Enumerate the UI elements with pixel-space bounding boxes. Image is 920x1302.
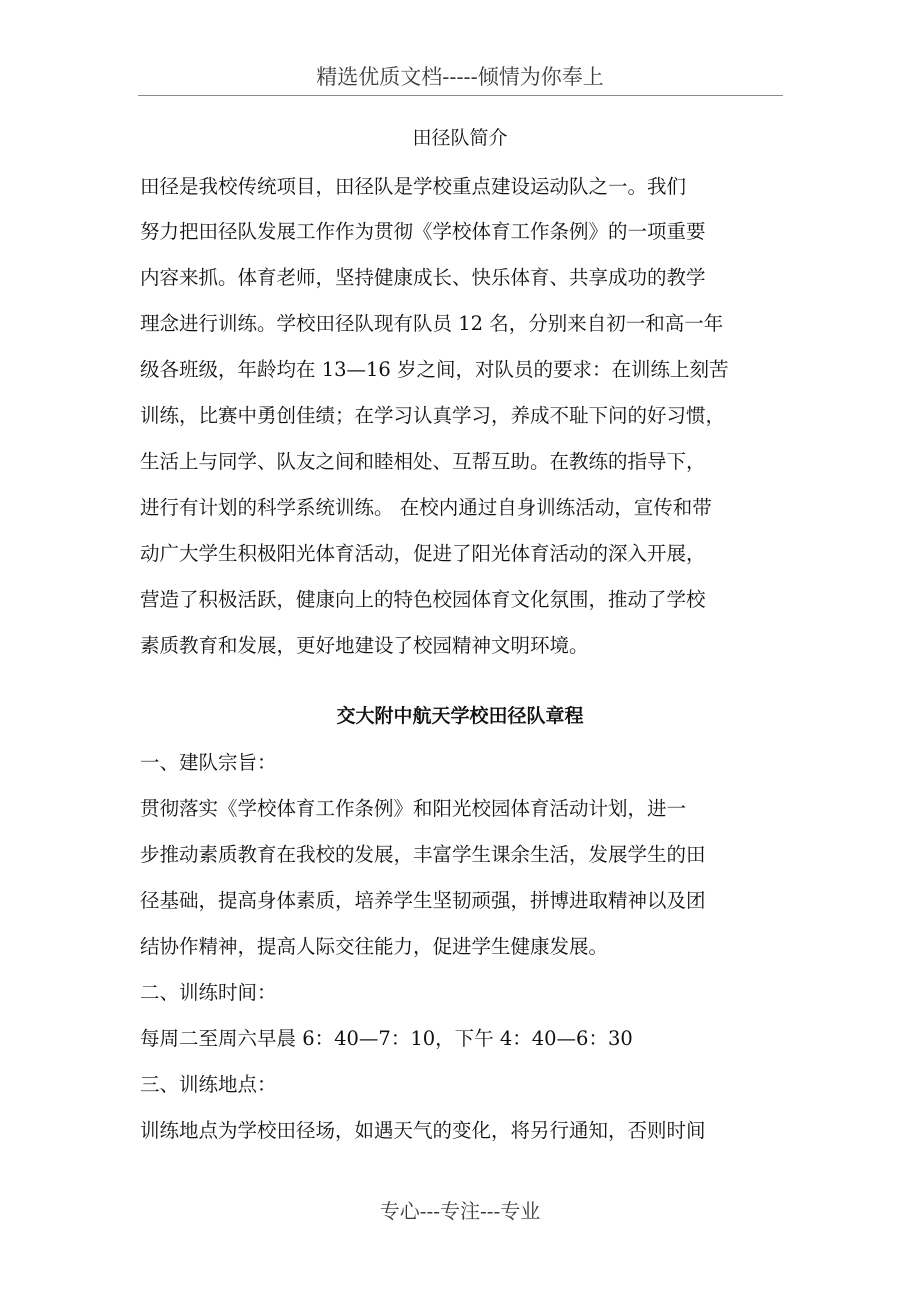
section-heading: 三、训练地点： (140, 1073, 277, 1096)
intro-line: 田径是我校传统项目，田径队是学校重点建设运动队之一。我们 (140, 175, 687, 198)
intro-line: 理念进行训练。学校田径队现有队员 12 名，分别来自初一和高一年 (140, 312, 724, 335)
section-heading: 一、建队宗旨： (140, 751, 277, 774)
section-heading: 二、训练时间： (140, 981, 277, 1004)
intro-line: 级各班级，年龄均在 13—16 岁之间，对队员的要求：在训练上刻苦 (140, 358, 729, 381)
charter-line: 步推动素质教育在我校的发展，丰富学生课余生活，发展学生的田 (140, 843, 706, 866)
intro-title: 田径队简介 (412, 127, 508, 149)
header-divider (138, 95, 783, 96)
intro-line: 动广大学生积极阳光体育活动，促进了阳光体育活动的深入开展， (140, 542, 706, 565)
intro-line: 生活上与同学、队友之间和睦相处、互帮互助。在教练的指导下， (140, 450, 706, 473)
charter-line: 训练地点为学校田径场，如遇天气的变化，将另行通知，否则时间 (140, 1119, 706, 1142)
intro-line: 素质教育和发展，更好地建设了校园精神文明环境。 (140, 634, 589, 657)
charter-line: 径基础，提高身体素质，培养学生坚韧顽强，拼博进取精神以及团 (140, 889, 706, 912)
intro-line: 努力把田径队发展工作作为贯彻《学校体育工作条例》的一项重要 (140, 220, 706, 243)
charter-title: 交大附中航天学校田径队章程 (336, 705, 584, 727)
charter-line: 贯彻落实《学校体育工作条例》和阳光校园体育活动计划，进一 (140, 797, 687, 820)
charter-line: 每周二至周六早晨 6：40—7：10，下午 4：40—6：30 (140, 1027, 633, 1050)
intro-line: 进行有计划的科学系统训练。 在校内通过自身训练活动，宣传和带 (140, 496, 712, 519)
intro-line: 营造了积极活跃，健康向上的特色校园体育文化氛围，推动了学校 (140, 588, 706, 611)
page-header: 精选优质文档-----倾情为你奉上 (316, 65, 604, 89)
charter-line: 结协作精神，提高人际交往能力，促进学生健康发展。 (140, 935, 609, 958)
page-footer: 专心---专注---专业 (379, 1199, 541, 1223)
intro-line: 内容来抓。体育老师，坚持健康成长、快乐体育、共享成功的教学 (140, 266, 706, 289)
intro-line: 训练，比赛中勇创佳绩；在学习认真学习，养成不耻下问的好习惯， (140, 404, 726, 427)
